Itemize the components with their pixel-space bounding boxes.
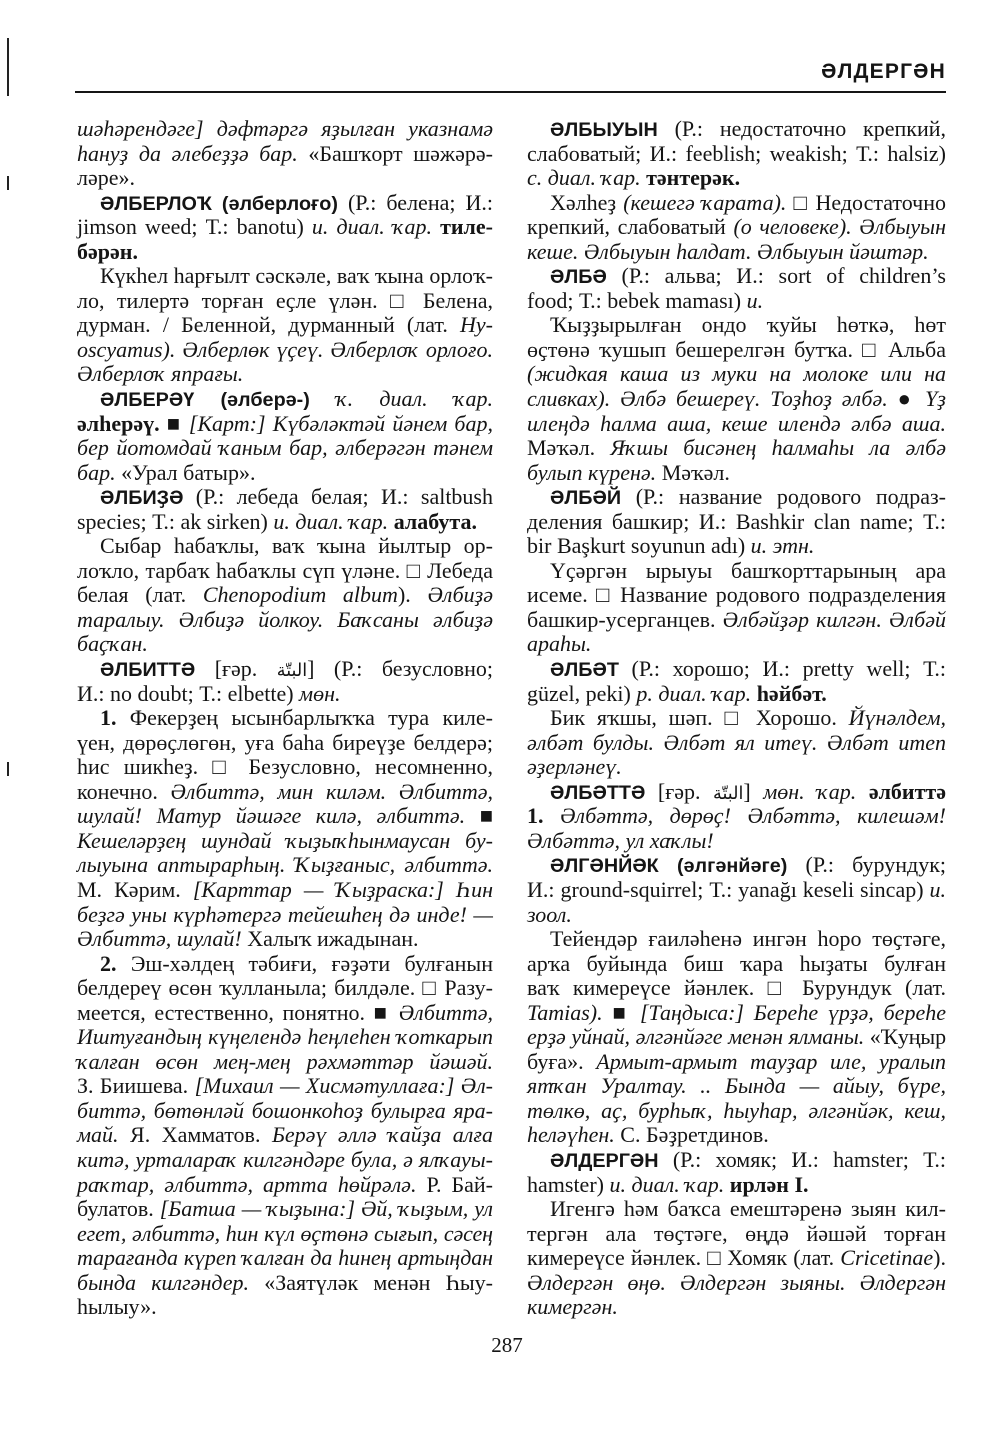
text-line	[527, 289, 946, 314]
text-line	[77, 1074, 493, 1099]
text-line	[527, 240, 946, 265]
italic-text: булып күренә.	[527, 459, 657, 485]
italic-text: Иштуғандың күңелендә һеңлеһен ҡоткарып	[77, 1024, 493, 1050]
italic-text: и. диал. ҡар.	[267, 508, 389, 534]
text-line	[527, 706, 946, 731]
text-line	[527, 117, 946, 142]
text-line	[77, 829, 493, 854]
text-run: «Урал батыр».	[115, 459, 256, 485]
text-run: арҡа буйында биш ҡара һыҙаты булған	[527, 950, 946, 976]
italic-text: беҙгә уны күрһәтергә тейешһең дә инде! —	[77, 901, 493, 927]
entry-paragraph	[527, 927, 946, 1148]
italic-text: араһы.	[527, 631, 592, 657]
text-line	[77, 215, 493, 240]
entry-paragraph	[527, 1148, 946, 1197]
text-line	[527, 142, 946, 167]
text-line	[77, 952, 493, 977]
italic-text: (кешегә ҡарата).	[623, 189, 787, 215]
italic-text: бында килгәндер.	[77, 1269, 250, 1295]
text-line	[77, 1148, 493, 1173]
italic-text: кимергән.	[527, 1294, 618, 1320]
text-run: ).	[397, 582, 428, 608]
text-line	[77, 731, 493, 756]
text-line	[77, 780, 493, 805]
text-line	[527, 731, 946, 756]
text-line	[527, 1025, 946, 1050]
text-run: jimson weed; Т.: banotu)	[77, 214, 304, 240]
italic-text: Chenopodium album	[202, 582, 398, 608]
text-run: ло, тилертә торған еҫле үлән. □ Белена,	[77, 287, 493, 313]
italic-text: ятҡан Уралтау. .. Бында — айыу, бүре,	[527, 1073, 946, 1099]
entry-paragraph	[527, 117, 946, 191]
italic-text: Әлберлоҡ япрағы.	[77, 361, 244, 387]
headword: ӘЛГӘНЙӘК (әлгәнйәге)	[550, 855, 788, 878]
entry-paragraph	[77, 534, 493, 657]
italic-text: р. диал. ҡар.	[630, 680, 752, 706]
text-line	[77, 682, 493, 707]
text-run: меется, естественно, понятно. ■	[77, 999, 399, 1025]
text-run: белая (лат.	[77, 582, 203, 608]
text-run: Бик яҡшы, шәп. □ Хорошо.	[550, 705, 849, 731]
text-line	[527, 1050, 946, 1075]
text-run: «Заятүләк менән Һыу-	[249, 1269, 493, 1295]
entry-paragraph	[527, 853, 946, 927]
text-line	[527, 952, 946, 977]
text-line	[527, 387, 946, 412]
text-line	[527, 1173, 946, 1198]
text-run: Мәҡәл.	[656, 459, 730, 485]
text-line	[77, 1001, 493, 1026]
italic-text: таралыу. Әлбиҙә йолкоу. Баҡсаны әлбиҙә	[77, 606, 493, 632]
italic-text: Әлбәттә, дөрөҫ! Әлбәттә, килешәм!	[560, 803, 946, 829]
bold-text: әлбиттә	[856, 778, 946, 804]
entry-paragraph	[77, 264, 493, 387]
text-run: деления башкир; И.: Bashkir clan name; Т.:	[527, 508, 946, 534]
bold-text: тәнтерәк.	[640, 165, 741, 191]
text-run: исеме. □ Название родового подразделения	[527, 582, 946, 608]
text-line	[527, 632, 946, 657]
scan-margin-mark	[7, 38, 9, 96]
headword: ӘЛДЕРГӘН	[550, 1149, 659, 1172]
text-line	[527, 1197, 946, 1222]
text-run: лоҡло, тарбаҡ һабаҡлы сүп үләне. □ Лебеда	[77, 557, 493, 583]
text-run: Эш-хәлдең тәбиғи, ғәҙәти булғанын	[116, 950, 493, 976]
text-run: Игенгә һәм баҡса емештәренә зыян кил-	[550, 1196, 946, 1222]
entry-paragraph	[527, 1197, 946, 1320]
text-line	[527, 1246, 946, 1271]
text-run: Тейендәр ғаиләһенә ингән һоро төҫтәге,	[550, 926, 946, 952]
text-line	[77, 853, 493, 878]
bold-text: бәрән.	[77, 238, 138, 264]
text-run: конечно.	[77, 778, 171, 804]
headword: ӘЛБЫУЫН	[550, 119, 658, 141]
headword: ӘЛБЕРЛОҠ (әлберлоғо)	[100, 192, 338, 215]
text-line	[77, 976, 493, 1001]
italic-text: oscyamus). Әлберлөк үҫеү. Әлберлоҡ орлоғо.	[77, 336, 493, 362]
text-line	[77, 313, 493, 338]
text-line	[527, 166, 946, 191]
bold-text: әлһерәү.	[77, 410, 160, 436]
text-line	[527, 682, 946, 707]
italic-text: май.	[77, 1122, 119, 1148]
text-run: [ғәр.	[195, 656, 277, 682]
italic-text: лыуына аптырарһың. Ҡыҙғаныс, әлбиттә.	[77, 852, 493, 878]
italic-text: и. диал. ҡар.	[603, 1171, 725, 1197]
text-run: ■	[602, 999, 640, 1025]
text-run: буға».	[527, 1048, 597, 1074]
text-run: ] (Р.: безусловно;	[307, 656, 493, 682]
italic-text: [Карттар — Ҡыҙраска:] Һин	[192, 876, 493, 902]
italic-text: Яҡшы бисәнең һалмаһы ла әлбә	[610, 435, 946, 461]
text-line	[527, 829, 946, 854]
entry-paragraph	[77, 387, 493, 485]
entry-paragraph	[527, 706, 946, 780]
text-line	[527, 608, 946, 633]
text-line	[527, 215, 946, 240]
text-run: Хәлһеҙ	[550, 189, 624, 215]
bold-text: алабута.	[388, 508, 477, 534]
text-line	[527, 755, 946, 780]
text-run: тергән ала төҫтәге, өңдә йәшәй торған	[527, 1220, 946, 1246]
italic-text: кеше. Әлбыуын һалдат. Әлбыуын йәштәр.	[527, 238, 929, 264]
text-line	[77, 1246, 493, 1271]
text-line	[77, 706, 493, 731]
text-line	[77, 534, 493, 559]
text-run: Фекерҙең ысынбарлыҡҡа тура киле-	[116, 705, 493, 731]
text-run: ●	[887, 386, 926, 412]
italic-text: Әлбиттә,	[398, 999, 493, 1025]
text-run: С. Бәҙретдинов.	[614, 1122, 769, 1148]
italic-text: әҙерләнеү.	[527, 754, 622, 780]
text-line	[527, 485, 946, 510]
scan-margin-mark	[7, 176, 9, 190]
text-line	[527, 1099, 946, 1124]
italic-text: ҡ. диал. ҡар.	[309, 386, 493, 412]
text-run: Күкһел һарғылт сәскәле, ваҡ ҡына орлоҡ-	[100, 263, 493, 289]
text-run: һис шикһеҙ. □ Безусловно, несомненно,	[77, 754, 493, 780]
text-line	[77, 1123, 493, 1148]
text-run: Үҫәргән ырыуы башҡорттарының ара	[550, 557, 946, 583]
text-line	[77, 927, 493, 952]
text-line	[77, 903, 493, 928]
italic-text: егет, әлбиттә, һин күл өҫтөнә сығып, сәсең	[77, 1220, 493, 1246]
italic-text: [Михаил — Хисмәтуллаға:] Әл-	[194, 1073, 493, 1099]
text-line	[77, 657, 493, 682]
text-run: Сыбар һабаҡлы, ваҡ ҡына йылтыр ор-	[100, 533, 493, 559]
text-line	[527, 804, 946, 829]
bold-text: 1.	[527, 803, 544, 829]
text-line	[527, 976, 946, 1001]
text-line	[77, 412, 493, 437]
entry-paragraph	[527, 264, 946, 313]
italic-text: раҡтар, әлбиттә, артта һөйрәлә.	[77, 1171, 417, 1197]
italic-text: [Карт:] Күбәләктәй йәнем бар,	[188, 410, 493, 436]
text-line	[527, 1148, 946, 1173]
italic-text: бар.	[77, 459, 116, 485]
left-column	[77, 117, 493, 1320]
italic-text: и.	[923, 876, 946, 902]
italic-text: [Таңдыса:] Береһе үрҙә, береһе	[639, 999, 946, 1025]
text-line	[527, 853, 946, 878]
text-line	[77, 289, 493, 314]
text-run: ваҡ кимереүсе йәнлек. □ Бурундук (лат.	[527, 975, 946, 1001]
text-line	[527, 510, 946, 535]
headword: ӘЛБЕРӘҮ (әлберә-)	[100, 389, 310, 412]
text-line	[527, 264, 946, 289]
italic-text: баҫҡан.	[77, 631, 148, 657]
text-line	[527, 878, 946, 903]
headword: ӘЛБӘЙ	[550, 487, 622, 510]
entry-paragraph	[77, 657, 493, 706]
entry-paragraph	[527, 191, 946, 265]
bold-text: тиле-	[431, 214, 493, 240]
bold-text: 2.	[100, 950, 117, 976]
italic-text: [Батша — ҡыҙына:] Әй, ҡыҙым, ул	[159, 1196, 493, 1222]
italic-text: ерҙә уйнай, әлгәнйәге менән ялманы.	[527, 1024, 865, 1050]
text-run: ■	[465, 803, 493, 829]
text-line	[527, 362, 946, 387]
bold-text: 1.	[100, 705, 117, 731]
italic-text: Tamias).	[527, 999, 603, 1025]
italic-text: һеләүһен.	[527, 1122, 615, 1148]
italic-text: шулай! Матур йәшәге килә, әлбиттә.	[77, 803, 466, 829]
italic-text: Кешеләрҙең шундай ҡыҙыҡһынмаусан бу-	[77, 827, 493, 853]
text-line	[77, 510, 493, 535]
headword: ӘЛБИҘӘ	[100, 487, 184, 510]
italic-text: төлкө, аҫ, бурһыҡ, һыуһар, әлгәнйәк, кеш,	[527, 1097, 946, 1123]
text-run: белдереү өсөн ҡулланыла; билдәле. □ Разу-	[77, 975, 493, 1001]
text-run: (Р.: хомяк; И.: hamster; Т.:	[658, 1146, 946, 1172]
text-line	[77, 436, 493, 461]
italic-text: (о человеке). Әлбыуын	[733, 214, 946, 240]
italic-text: сливках). Әлбә бешереү. Тоҙһоҙ әлбә.	[527, 386, 888, 412]
italic-text: Армыт-армыт тауҙар иле, уралып	[596, 1048, 946, 1074]
italic-text: Әлбиттә, мин киләм. Әлбиттә,	[170, 778, 493, 804]
text-line	[77, 264, 493, 289]
entry-paragraph	[77, 191, 493, 265]
headword: ӘЛБӘТТӘ	[550, 781, 646, 804]
text-line	[77, 1271, 493, 1296]
italic-text: илеңдә һалма аша, кеше илендә әлбә аша.	[527, 410, 946, 436]
text-line	[77, 804, 493, 829]
italic-text: китә, урталараҡ килгәндәре була, ә ялҡауы-	[77, 1146, 493, 1172]
entry-paragraph	[77, 952, 493, 1320]
text-run: hamster)	[527, 1171, 604, 1197]
text-line	[77, 461, 493, 486]
text-line	[77, 583, 493, 608]
entry-paragraph	[527, 313, 946, 485]
italic-text: Әлбәйҙәр килгән. Әлбәй	[722, 606, 946, 632]
text-line	[77, 117, 493, 142]
headword: ӘЛБӘ	[550, 266, 607, 289]
entry-paragraph	[527, 559, 946, 657]
text-line	[77, 1295, 493, 1320]
text-run: ).	[933, 1245, 946, 1271]
text-line	[77, 142, 493, 167]
text-line	[527, 559, 946, 584]
italic-text: Әлбәттә, ул хаҡлы!	[527, 827, 714, 853]
text-line	[527, 657, 946, 682]
arabic-etymon: البتّة	[713, 783, 744, 804]
headword: ӘЛБӘТ	[550, 659, 619, 682]
text-line	[527, 461, 946, 486]
text-run: Я. Хамматов.	[118, 1122, 272, 1148]
text-line	[527, 780, 946, 805]
italic-text: әлбәт булды. Әлбәт ял итеү. Әлбәт итеп	[527, 729, 946, 755]
text-line	[77, 608, 493, 633]
text-run: булатов.	[77, 1196, 160, 1222]
entry-paragraph	[77, 706, 493, 951]
text-run: «Башҡорт шәжәрә-	[297, 140, 493, 166]
entry-paragraph	[77, 117, 493, 191]
text-run: дурман. / Беленной, дурманный (лат.	[77, 312, 461, 338]
text-run: (Р.: лебеда белая; И.: saltbush	[183, 484, 493, 510]
italic-text: тарағанда күреп ҡалған да һинең артыңдан	[77, 1245, 493, 1271]
text-line	[77, 559, 493, 584]
text-line	[77, 1050, 493, 1075]
text-line	[77, 240, 493, 265]
text-run: М. Кәрим.	[77, 876, 193, 902]
italic-text: Берәү әллә ҡайҙа алға	[271, 1122, 493, 1148]
text-line	[527, 338, 946, 363]
text-line	[77, 632, 493, 657]
text-run: ]	[743, 778, 764, 804]
header-rule	[75, 91, 946, 93]
page-number: 287	[491, 1333, 523, 1357]
italic-text: (жидкая каша из муки на молоке или на	[527, 361, 946, 387]
italic-text: бер йотомдай ҡаным бар, әлберәгән тәнем	[77, 435, 493, 461]
text-run: food; Т.: bebek maması)	[527, 287, 742, 313]
italic-text: мөн.	[293, 680, 341, 706]
italic-text: Әлбиттә, шулай!	[77, 926, 242, 952]
text-run: (Р.: альва; И.: sort of children’s	[606, 263, 946, 289]
right-column	[527, 117, 946, 1320]
text-run: Мәҡәл.	[527, 435, 611, 461]
text-run: ләре».	[77, 165, 136, 191]
text-run: үен, дөрөҫлөгөн, уға баһа биреүҙе белдерә;	[77, 729, 493, 755]
text-run: [ғәр.	[645, 778, 714, 804]
text-run: □ Недостаточно	[786, 189, 947, 215]
text-run: (Р.: бурундук;	[787, 852, 946, 878]
entry-paragraph	[77, 485, 493, 534]
text-run: башкир-усерганцев.	[527, 606, 723, 632]
text-run: З. Биишева.	[77, 1073, 195, 1099]
text-run: Халыҡ ижадынан.	[241, 926, 419, 952]
text-run: species; Т.: ak sirken)	[77, 508, 268, 534]
italic-text: Cricetinae	[840, 1245, 934, 1271]
text-line	[527, 1123, 946, 1148]
text-line	[77, 1025, 493, 1050]
text-run: bir Başkurt soyunun adı)	[527, 533, 746, 559]
text-line	[77, 878, 493, 903]
italic-text: и. этн.	[745, 533, 815, 559]
text-line	[527, 1074, 946, 1099]
scan-margin-mark	[7, 762, 9, 776]
entry-paragraph	[527, 657, 946, 706]
bold-text: һәйбәт.	[751, 680, 827, 706]
text-line	[77, 191, 493, 216]
italic-text: Hy-	[460, 312, 493, 338]
italic-text: шәһәрендәге] дәфтәргә яҙылған указнамә	[77, 116, 493, 141]
text-line	[77, 1173, 493, 1198]
text-run: Ҡыҙҙырылған ондо ҡуйы һөткә, һөт	[550, 312, 946, 338]
text-run: (Р.: хорошо; И.: pretty well; Т.:	[618, 656, 946, 682]
text-line	[527, 436, 946, 461]
italic-text: Әлбиҙә	[427, 582, 493, 608]
text-run: (Р.: название родового подраз-	[621, 484, 946, 510]
text-line	[77, 1222, 493, 1247]
text-run: кимереүсе йәнлек. □ Хомяк (лат.	[527, 1245, 841, 1271]
italic-text: мөн. ҡар.	[763, 778, 857, 804]
text-run: И.: no doubt; Т.: elbette)	[77, 680, 294, 706]
text-line	[527, 412, 946, 437]
text-line	[527, 534, 946, 559]
italic-text: и.	[741, 287, 764, 313]
text-line	[77, 1099, 493, 1124]
text-line	[527, 1295, 946, 1320]
italic-text: Үҙ	[925, 386, 946, 412]
text-line	[527, 903, 946, 928]
running-head: ӘЛДЕРГӘН	[821, 60, 946, 83]
entry-paragraph	[527, 485, 946, 559]
bold-text: ирлән I.	[724, 1171, 809, 1197]
text-line	[527, 313, 946, 338]
text-line	[77, 755, 493, 780]
text-line	[77, 387, 493, 412]
text-line	[77, 338, 493, 363]
text-run: слабоватый; И.: feeblish; weakish; Т.: halsiz)	[527, 140, 946, 166]
text-line	[527, 1222, 946, 1247]
italic-text: биттә, бөтөнләй бошонкоһоҙ булырға яра-	[77, 1097, 493, 1123]
italic-text: һануҙ да әлебеҙҙә бар.	[77, 140, 298, 166]
text-line	[527, 927, 946, 952]
text-run	[544, 803, 561, 828]
text-line	[527, 1271, 946, 1296]
text-line	[527, 1001, 946, 1026]
text-line	[527, 191, 946, 216]
text-run: һылыу».	[77, 1294, 157, 1320]
arabic-etymon: البتّة	[276, 661, 308, 682]
italic-text: Әлдергән өңө. Әлдергән зыяны. Әлдергән	[527, 1269, 946, 1295]
text-run: (Р.: недостаточно крепкий,	[657, 116, 946, 141]
italic-text: и. диал. ҡар.	[303, 214, 432, 240]
text-run: «Ҡуңыр	[864, 1024, 947, 1050]
text-run: güzel, peki)	[527, 680, 631, 706]
text-run: крепкий, слабоватый	[527, 214, 734, 240]
text-line	[77, 1197, 493, 1222]
text-line	[527, 583, 946, 608]
italic-text: зоол.	[527, 901, 572, 927]
text-run: Р. Бай-	[416, 1171, 493, 1197]
text-line	[77, 166, 493, 191]
text-run: өҫтөнә ҡушып бешерелгән бутҡа. □ Альба	[527, 336, 946, 362]
text-line	[77, 362, 493, 387]
italic-text: с. диал. ҡар.	[527, 165, 641, 191]
text-line	[77, 485, 493, 510]
text-run: (Р.: белена; И.:	[337, 189, 493, 215]
headword: ӘЛБИТТӘ	[100, 659, 196, 682]
italic-text: ҡалған өсөн мең-мең рәхмәттәр йәшәй.	[77, 1048, 493, 1074]
italic-text: Йүнәлдем,	[848, 705, 946, 731]
text-run: ■	[159, 410, 189, 436]
text-run: И.: ground-squirrel; Т.: yanağı keseli sincap)	[527, 876, 924, 902]
entry-paragraph	[527, 780, 946, 854]
